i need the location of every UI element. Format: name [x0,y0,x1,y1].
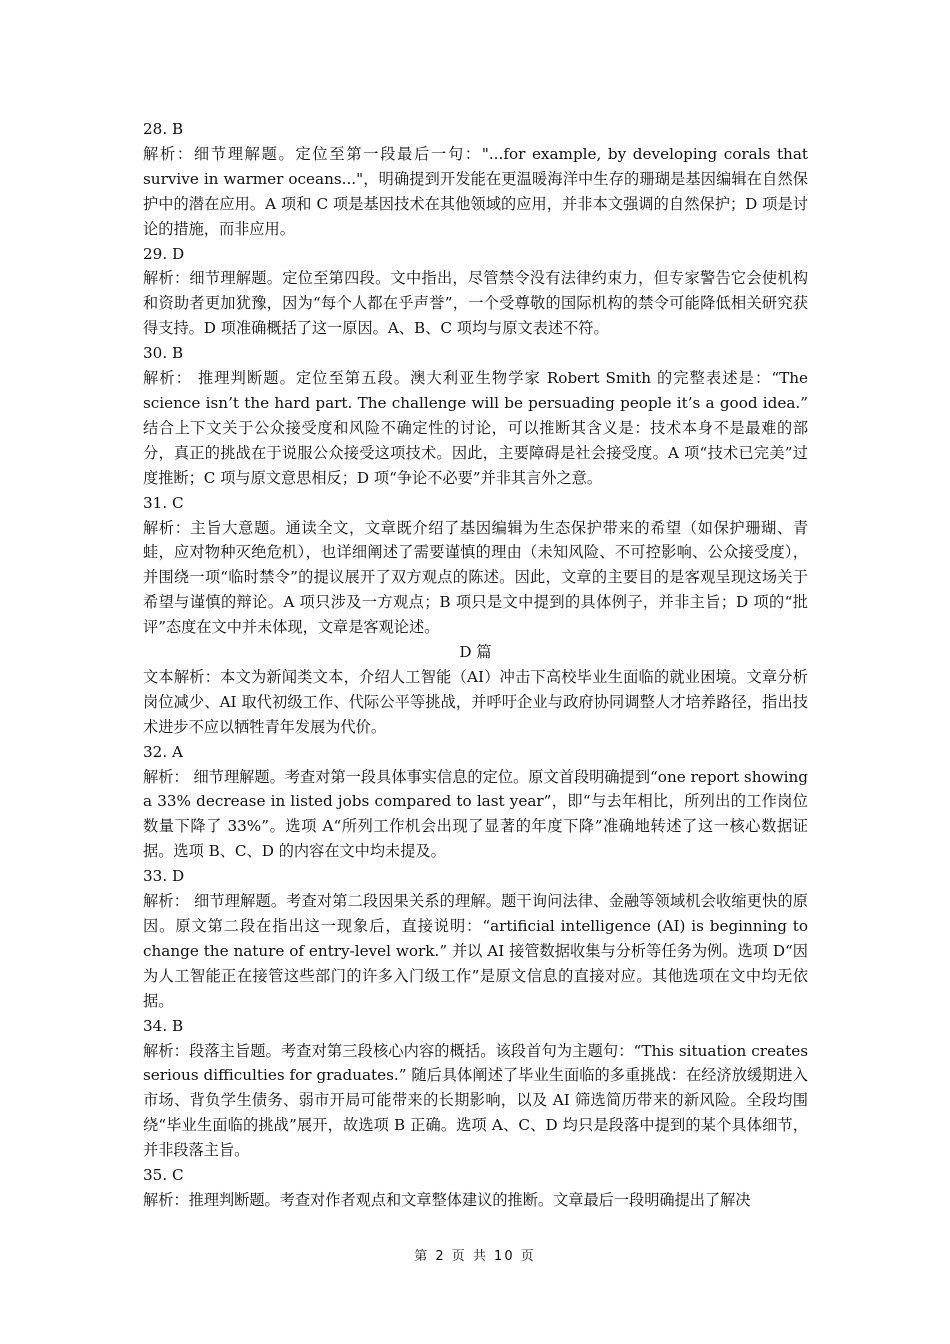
answer-32: 32. A [143,742,183,761]
answer-29: 29. D [143,244,185,263]
analysis-33: 解析： 细节理解题。考查对第二段因果关系的理解。题干询问法律、金融等领域机会收缩更快的原因。原文第二段在指出这一现象后，直接说明：“artificial intelligence (AI) is beginning to change the nature of entry-level work.” 并以 AI 接管数据收集与分析等任务为例。选项 D“因为人工智能正在接管这些部门的许多入门级工作”是原文信息的直接对应。其他选项在文中均无依据。 [143,892,808,1010]
answer-28: 28. B [143,120,184,138]
analysis-34: 解析：段落主旨题。考查对第三段核心内容的概括。该段首句为主题句：“This situation creates serious difficulties for graduates.” 随后具体阐述了毕业生面临的多重挑战：在经济放缓期进入市场、背负学生债务、弱市开局可能带来的长期影响，以及 AI 筛选简历带来的新风险。全段均围绕“毕业生面临的挑战”展开，故选项 B 正确。选项 A、C、D 均只是段落中提到的某个具体细节，并非段落主旨。 [143,1041,808,1160]
answer-34: 34. B [143,1016,184,1035]
answer-31: 31. C [143,493,184,512]
answer-analysis-body [143,117,808,1213]
analysis-30: 解析： 推理判断题。定位至第五段。澳大利亚生物学家 Robert Smith 的完整表述是：“The science isn’t the hard part. The challenge will be persuading people it’s a good idea.” 结合上下文关于公众接受度和风险不确定性的讨论，可以推断其含义是：技术本身不是最难的部分，真正的挑战在于说服公众接受这项技术。因此，主要障碍是社会接受度。A 项“技术已完美”过度推断；C 项与原文意思相反；D 项“争论不必要”并非其言外之意。 [143,369,808,487]
analysis-28: 解析：细节理解题。定位至第一段最后一句："...for example, by developing corals that survive in warmer oceans..."，明确提到开发能在更温暖海洋中生存的珊瑚是基因编辑在自然保护中的潜在应用。A 项和 C 项是基因技术在其他领域的应用，并非本文强调的自然保护；D 项是讨论的措施，而非应用。 [143,144,808,238]
section-title: D 篇 [459,643,492,662]
answer-35: 35. C [143,1166,184,1185]
answer-30: 30. B [143,344,184,363]
analysis-35: 解析：推理判断题。考查对作者观点和文章整体建议的推断。文章最后一段明确提出了解决 [143,1190,751,1209]
analysis-29: 解析：细节理解题。定位至第四段。文中指出，尽管禁令没有法律约束力，但专家警告它会使机构和资助者更加犹豫，因为“每个人都在乎声誉”，一个受尊敬的国际机构的禁令可能降低相关研究获得支持。D 项准确概括了这一原因。A、B、C 项均与原文表述不符。 [143,269,808,338]
answer-33: 33. D [143,867,185,886]
analysis-32: 解析： 细节理解题。考查对第一段具体事实信息的定位。原文首段明确提到“one report showing a 33% decrease in listed jobs compared to last year”，即“与去年相比，所列出的工作岗位数量下降了 33%”。选项 A“所列工作机会出现了显著的年度下降”准确地转述了这一核心数据证据。选项 B、C、D 的内容在文中均未提及。 [143,767,808,861]
section-intro: 文本解析：本文为新闻类文本，介绍人工智能（AI）冲击下高校毕业生面临的就业困境。文章分析岗位减少、AI 取代初级工作、代际公平等挑战，并呼吁企业与政府协同调整人才培养路径，指出技术进步不应以牺牲青年发展为代价。 [143,667,808,736]
analysis-31: 解析：主旨大意题。通读全文，文章既介绍了基因编辑为生态保护带来的希望（如保护珊瑚、青蛙，应对物种灭绝危机），也详细阐述了需要谨慎的理由（未知风险、不可控影响、公众接受度），并围绕一项“临时禁令”的提议展开了双方观点的陈述。因此，文章的主要目的是客观呈现这场关于希望与谨慎的辩论。A 项只涉及一方观点；B 项只是文中提到的具体例子，并非主旨；D 项的“批评”态度在文中并未体现，文章是客观论述。 [143,518,808,637]
page-number-footer: 第 2 页 共 10 页 [414,1249,536,1264]
